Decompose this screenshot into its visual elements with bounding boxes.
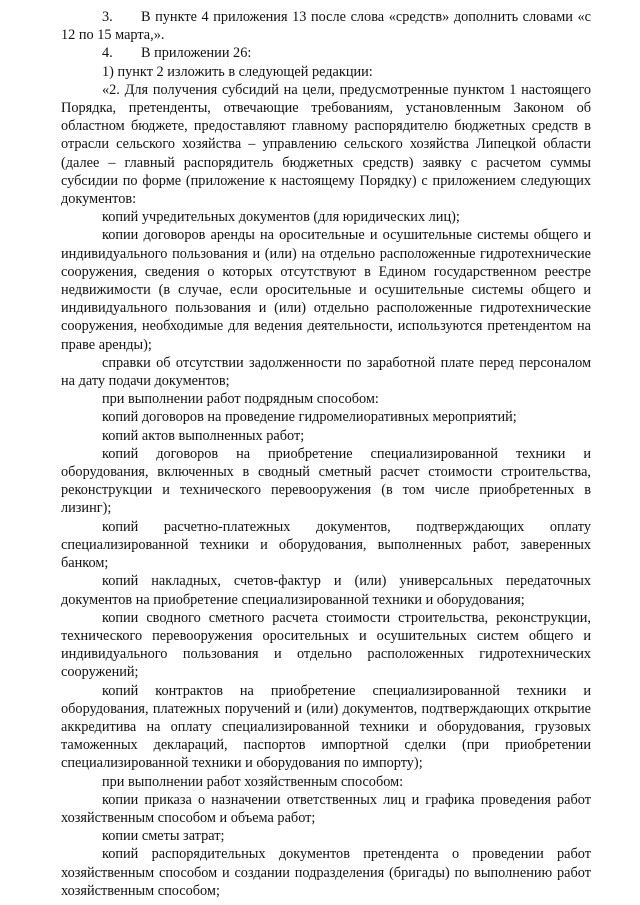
paragraph-text: при выполнении работ хозяйственным способом:	[102, 773, 404, 790]
paragraph-text: В приложении 26:	[141, 45, 252, 62]
paragraph-text: копий договоров на приобретение специализированной техники и оборудования, включенных в сводный сметный расчет стоимости строительства, реконструкции и технического перевооружения (в том числе приобретенных в лизинг);	[61, 445, 591, 517]
paragraph-text: копий учредительных документов (для юридических лиц);	[102, 209, 460, 226]
paragraph-text: В пункте 4 приложения 13 после слова «средств» дополнить словами «с 12 по 15 марта,».	[61, 9, 591, 44]
paragraph-number: 3.	[102, 9, 113, 25]
paragraph-text: «2. Для получения субсидий на цели, предусмотренные пунктом 1 настоящего Порядка, претенденты, отвечающие требованиям, установленным Законом об областном бюджете, предоставляют главному распорядителю бюджетных средств в отрасли сельского хозяйства – управлению сельского хозяйства Липецкой области (далее – главный распорядитель бюджетных средств) заявку с расчетом суммы субсидии по форме (приложение к настоящему Порядку) с приложением следующих документов:	[61, 81, 591, 208]
paragraph-text: 1) пункт 2 изложить в следующей редакции:	[102, 63, 373, 80]
paragraph-p3	[61, 8, 591, 44]
paragraph-d14	[61, 827, 591, 845]
paragraph-d6	[61, 427, 591, 445]
paragraph-text: копий контрактов на приобретение специализированной техники и оборудования, платежных поручений и (или) документов, подтверждающих открытие аккредитива на оплату специализированной техники и оборудования, грузовых таможенных деклараций, паспортов импортной сделки (при приобретении специализированной техники и оборудования по импорту);	[61, 682, 591, 772]
paragraph-d13	[61, 791, 591, 827]
paragraph-d1	[61, 208, 591, 226]
paragraph-text: копии договоров аренды на оросительные и осушительные системы общего и индивидуального пользования и (или) на отдельно расположенные гидротехнические сооружения, сведения о которых отсутствуют в Едином государственном реестре недвижимости (в случае, если оросительные и осушительные системы общего и индивидуального пользования и (или) отдельно расположенные гидротехнические сооружения, необходимые для ведения деятельности, используются претендентом на праве аренды);	[61, 227, 591, 353]
paragraph-d3	[61, 354, 591, 390]
paragraph-text: копий распорядительных документов претендента о проведении работ хозяйственным способом и создании подразделения (бригады) по выполнению работ хозяйственным способом;	[61, 846, 591, 899]
paragraph-text: справки об отсутствии задолженности по заработной плате перед персоналом на дату подачи документов;	[61, 354, 591, 390]
paragraph-text: копий расчетно-платежных документов, подтверждающих оплату специализированной техники и оборудования, выполненных работ, заверенных банком;	[61, 518, 591, 572]
paragraph-p4	[61, 44, 591, 62]
document-page	[61, 8, 591, 900]
paragraph-text: копии сметы затрат;	[102, 828, 225, 845]
paragraph-d2	[61, 226, 591, 353]
paragraph-text: при выполнении работ подрядным способом:	[102, 391, 379, 408]
paragraph-number: 4.	[102, 45, 113, 62]
paragraph-d11	[61, 682, 591, 773]
paragraph-d4	[61, 390, 591, 408]
paragraph-text: копий актов выполненных работ;	[102, 427, 305, 444]
paragraph-text: копии приказа о назначении ответственных лиц и графика проведения работ хозяйственным способом и объема работ;	[61, 791, 591, 826]
paragraph-d9	[61, 572, 591, 608]
paragraph-d10	[61, 609, 591, 682]
paragraph-text: копий накладных, счетов-фактур и (или) универсальных передаточных документов на приобретение специализированной техники и оборудования;	[61, 573, 591, 608]
paragraph-text: копий договоров на проведение гидромелиоративных мероприятий;	[102, 409, 517, 426]
paragraph-d5	[61, 408, 591, 426]
paragraph-p-2	[61, 81, 591, 208]
paragraph-d15	[61, 845, 591, 900]
paragraph-d12	[61, 773, 591, 791]
paragraph-d7	[61, 445, 591, 518]
paragraph-d8	[61, 518, 591, 573]
paragraph-text: копии сводного сметного расчета стоимости строительства, реконструкции, технического перевооружения оросительных и осушительных систем общего и индивидуального пользования и отдельно расположенных гидротехнических сооружений;	[61, 609, 591, 681]
paragraph-p4-1	[61, 63, 591, 81]
